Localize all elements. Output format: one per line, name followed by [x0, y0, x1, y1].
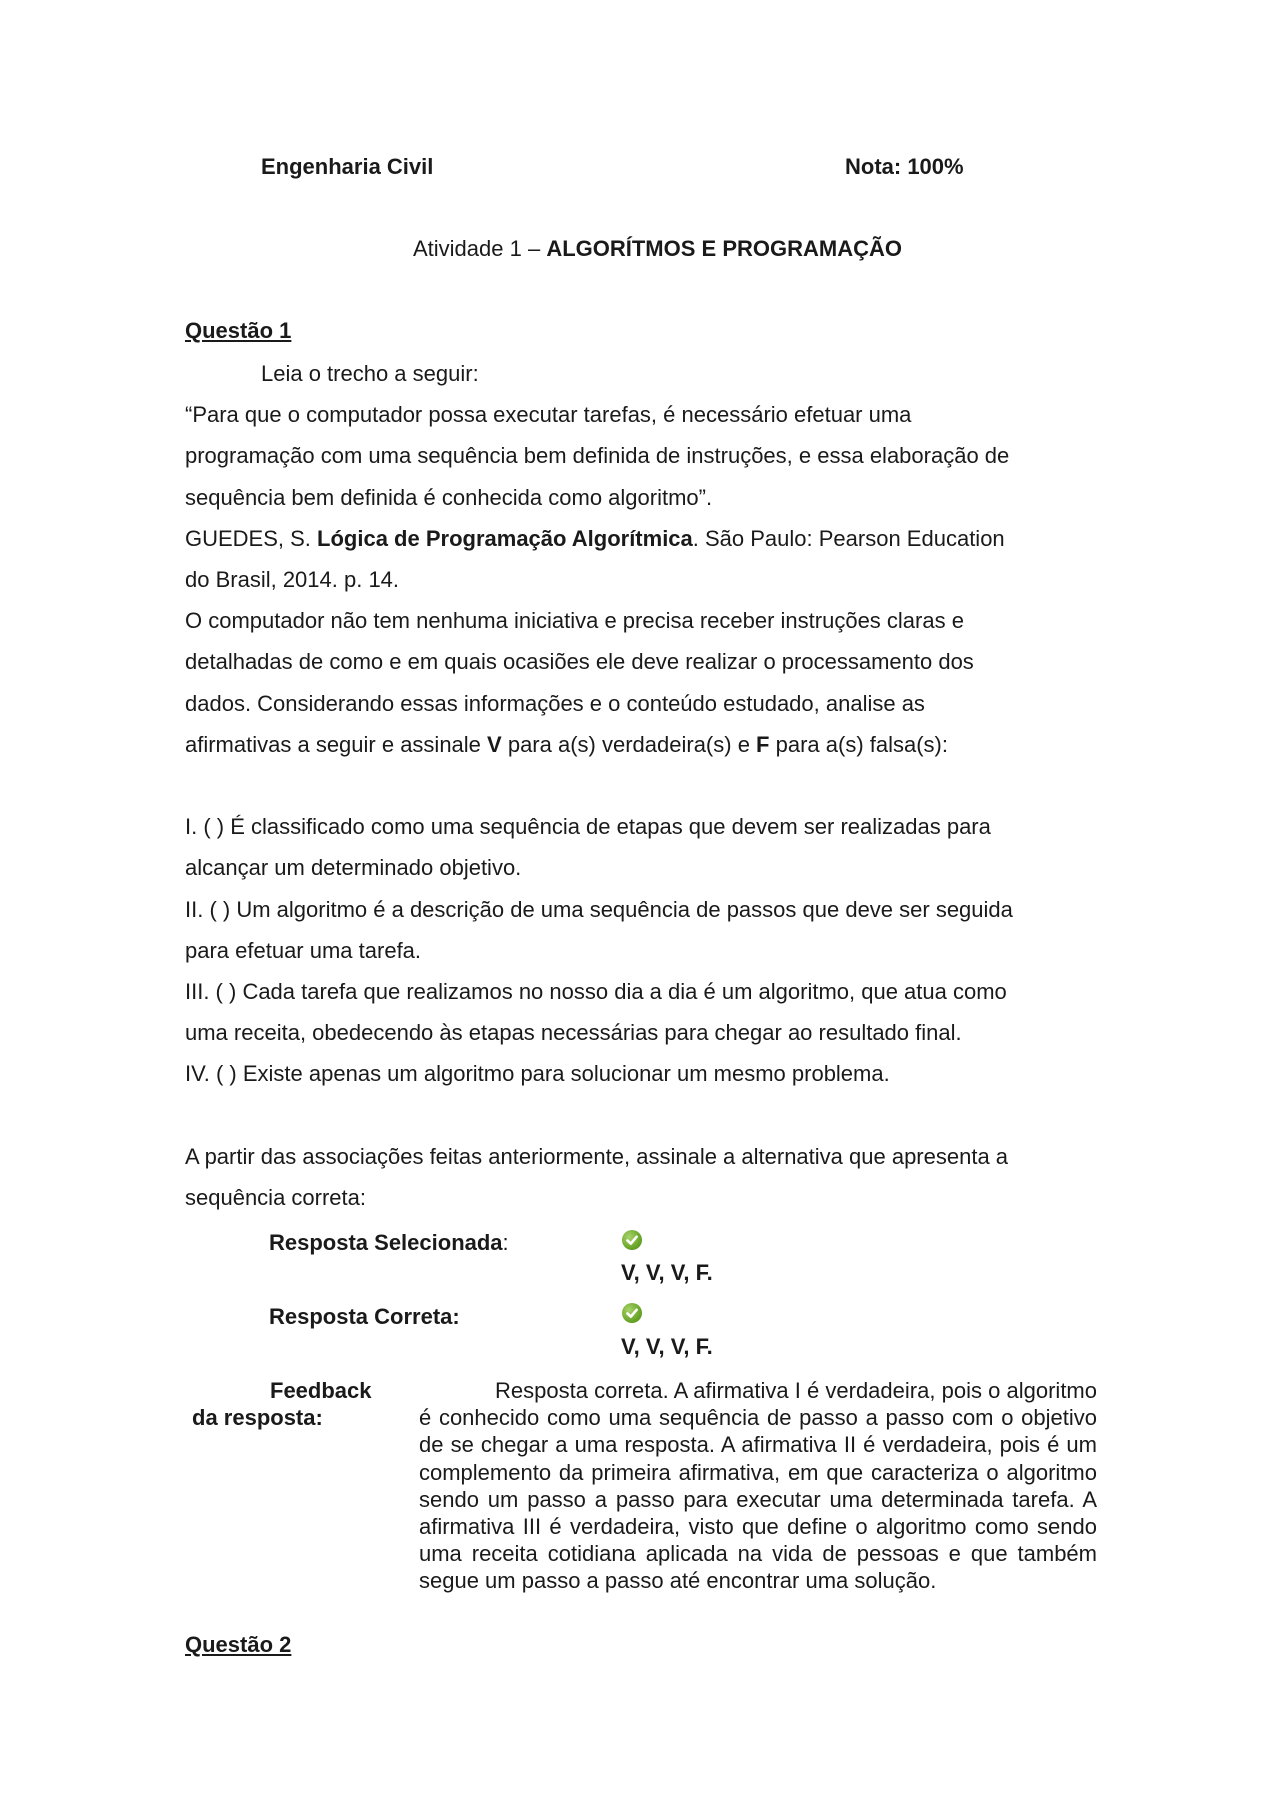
- question-2-heading: Questão 2: [185, 1632, 292, 1657]
- feedback-label: [192, 1377, 382, 1431]
- selected-answer-colon: :: [502, 1230, 509, 1255]
- instruction-part: para a(s) falsa(s):: [769, 731, 948, 757]
- context-line: O computador não tem nenhuma iniciativa e precisa receber instruções claras e: [185, 608, 964, 634]
- check-circle-icon: [622, 1230, 642, 1250]
- instruction-part: para a(s) verdadeira(s) e: [501, 731, 757, 757]
- correct-answer-label: Resposta Correta:: [269, 1304, 460, 1329]
- citation-book: Lógica de Programação Algorítmica: [317, 525, 693, 551]
- selected-answer-value: V, V, V, F.: [621, 1260, 713, 1285]
- spacer: [185, 765, 1105, 806]
- question-1-body: [185, 353, 1105, 1218]
- activity-prefix: Atividade 1 –: [413, 236, 547, 261]
- spacer: [185, 1095, 1105, 1136]
- feedback-label-line-2: da resposta:: [192, 1405, 323, 1430]
- instruction-line: [185, 724, 1105, 765]
- context-line: detalhadas de como e em quais ocasiões ele deve realizar o processamento dos: [185, 649, 974, 675]
- statement-line: uma receita, obedecendo às etapas necessárias para chegar ao resultado final.: [185, 1020, 962, 1046]
- statement-line: I. ( ) É classificado como uma sequência de etapas que devem ser realizadas para: [185, 814, 991, 840]
- instruction-f: F: [756, 731, 770, 757]
- context-line: dados. Considerando essas informações e o conteúdo estudado, analise as: [185, 690, 925, 716]
- statement-line: alcançar um determinado objetivo.: [185, 855, 522, 881]
- activity-title: [413, 236, 902, 262]
- quote-line: sequência bem definida é conhecida como algoritmo”.: [185, 484, 713, 510]
- prompt-line: A partir das associações feitas anteriormente, assinale a alternativa que apresenta a: [185, 1143, 1009, 1169]
- instruction-part: afirmativas a seguir e assinale: [185, 731, 488, 757]
- grade: Nota: 100%: [845, 154, 964, 179]
- intro-text: Leia o trecho a seguir:: [261, 361, 479, 386]
- feedback-label-line-1: Feedback: [270, 1378, 372, 1403]
- course-name: Engenharia Civil: [261, 154, 434, 179]
- feedback-text: Resposta correta. A afirmativa I é verdadeira, pois o algoritmo é conhecido como uma sequência de passo a passo com o objetivo de se chegar a uma resposta. A afirmativa II é verdadeira, pois é um complemento da primeira afirmativa, em que caracteriza o algoritmo sendo um passo a passo para executar uma determinada tarefa. A afirmativa III é verdadeira, visto que define o algoritmo como sendo uma receita cotidiana aplicada na vida de pessoas e que também segue um passo a passo até encontrar uma solução.: [419, 1378, 1097, 1594]
- quote-line: programação com uma sequência bem definida de instruções, e essa elaboração de: [185, 443, 1010, 469]
- correct-answer-value: V, V, V, F.: [621, 1334, 713, 1359]
- activity-subject: ALGORÍTMOS E PROGRAMAÇÃO: [546, 236, 902, 261]
- question-1-heading: Questão 1: [185, 318, 292, 343]
- citation-rest: . São Paulo: Pearson Education: [692, 525, 1005, 551]
- citation-line-2: do Brasil, 2014. p. 14.: [185, 567, 400, 593]
- instruction-v: V: [487, 731, 502, 757]
- selected-answer-label-text: Resposta Selecionada: [269, 1230, 503, 1255]
- prompt-line: sequência correta:: [185, 1185, 366, 1211]
- statement-line: IV. ( ) Existe apenas um algoritmo para solucionar um mesmo problema.: [185, 1061, 890, 1087]
- statement-line: para efetuar uma tarefa.: [185, 937, 422, 963]
- citation-line: [185, 518, 1105, 559]
- selected-answer-label: [269, 1230, 509, 1256]
- statement-line: III. ( ) Cada tarefa que realizamos no nosso dia a dia é um algoritmo, que atua como: [185, 979, 1007, 1005]
- citation-author: GUEDES, S.: [185, 525, 318, 551]
- statement-line: II. ( ) Um algoritmo é a descrição de uma sequência de passos que deve ser seguida: [185, 896, 1013, 922]
- check-circle-icon: [622, 1303, 642, 1323]
- quote-line: “Para que o computador possa executar tarefas, é necessário efetuar uma: [185, 402, 912, 428]
